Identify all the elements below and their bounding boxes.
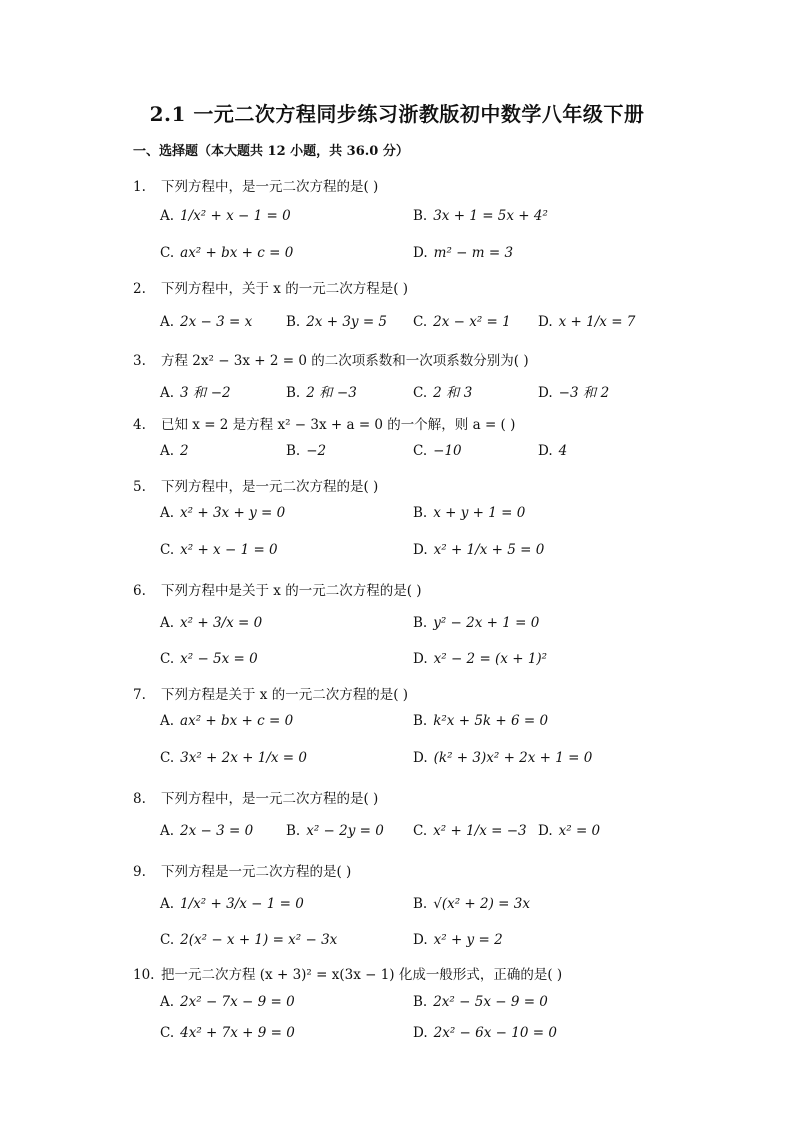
- option-letter: B.: [286, 823, 301, 839]
- option-b[interactable]: [286, 314, 387, 330]
- option-text: 3x + 1 = 5x + 4²: [433, 208, 548, 224]
- question-7: [133, 683, 408, 703]
- option-letter: D.: [538, 314, 553, 330]
- option-text: √(x² + 2) = 3x: [433, 896, 530, 912]
- option-letter: B.: [413, 713, 428, 729]
- option-letter: D.: [413, 932, 428, 948]
- option-c[interactable]: [160, 750, 307, 766]
- option-text: 1/x² + x − 1 = 0: [180, 208, 291, 224]
- question-text: 方程 2x² − 3x + 2 = 0 的二次项系数和一次项系数分别为( ): [161, 353, 529, 369]
- option-letter: D.: [538, 443, 553, 459]
- option-letter: B.: [286, 385, 301, 401]
- option-letter: B.: [413, 994, 428, 1010]
- option-a[interactable]: [160, 314, 252, 330]
- question-2: [133, 277, 408, 297]
- option-text: −10: [433, 443, 462, 459]
- option-text: k²x + 5k + 6 = 0: [433, 713, 549, 729]
- option-text: −2: [306, 443, 327, 459]
- option-text: x² − 2y = 0: [306, 823, 384, 839]
- option-text: x² + 1/x = −3: [433, 823, 527, 839]
- option-c[interactable]: [413, 823, 527, 839]
- option-b[interactable]: [413, 208, 548, 224]
- section-heading: 一、选择题（本大题共 12 小题，共 36.0 分）: [133, 144, 409, 159]
- option-letter: C.: [160, 651, 175, 667]
- option-letter: A.: [160, 314, 175, 330]
- option-c[interactable]: [160, 651, 258, 667]
- option-text: x² + x − 1 = 0: [180, 542, 278, 558]
- option-d[interactable]: [413, 651, 547, 667]
- option-text: 3x² + 2x + 1/x = 0: [180, 750, 307, 766]
- option-text: 2x + 3y = 5: [306, 314, 388, 330]
- page-title: 2.1 一元二次方程同步练习浙教版初中数学八年级下册: [149, 102, 645, 126]
- question-number: 5.: [133, 479, 146, 495]
- option-letter: A.: [160, 443, 175, 459]
- option-a[interactable]: [160, 994, 295, 1010]
- option-letter: B.: [413, 896, 428, 912]
- option-text: y² − 2x + 1 = 0: [433, 615, 540, 631]
- option-letter: A.: [160, 713, 175, 729]
- option-a[interactable]: [160, 381, 231, 401]
- question-number: 3.: [133, 353, 146, 369]
- option-c[interactable]: [413, 381, 472, 401]
- option-a[interactable]: [160, 208, 291, 224]
- question-6: [133, 579, 422, 599]
- option-text: x + y + 1 = 0: [433, 505, 526, 521]
- question-number: 7.: [133, 687, 146, 703]
- option-letter: B.: [413, 208, 428, 224]
- option-d[interactable]: [538, 443, 567, 459]
- question-text: 下列方程是一元二次方程的是( ): [161, 864, 352, 880]
- question-1: [133, 175, 378, 195]
- question-number: 4.: [133, 417, 146, 433]
- option-c[interactable]: [413, 443, 462, 459]
- option-text: 2x − x² = 1: [433, 314, 511, 330]
- option-letter: D.: [413, 750, 428, 766]
- option-b[interactable]: [286, 381, 357, 401]
- option-text: x² + y = 2: [433, 932, 503, 948]
- option-c[interactable]: [160, 542, 278, 558]
- option-letter: A.: [160, 994, 175, 1010]
- option-letter: B.: [286, 314, 301, 330]
- option-letter: C.: [413, 443, 428, 459]
- option-c[interactable]: [413, 314, 511, 330]
- question-text: 把一元二次方程 (x + 3)² = x(3x − 1) 化成一般形式，正确的是( ): [161, 967, 563, 983]
- option-letter: D.: [413, 245, 428, 261]
- option-letter: C.: [160, 932, 175, 948]
- question-text: 下列方程中是关于 x 的一元二次方程的是( ): [161, 583, 422, 599]
- option-text: 2(x² − x + 1) = x² − 3x: [180, 932, 338, 948]
- question-10: [133, 963, 562, 983]
- option-letter: D.: [413, 1025, 428, 1041]
- option-text: ax² + bx + c = 0: [180, 245, 294, 261]
- option-text: x + 1/x = 7: [558, 314, 636, 330]
- option-d[interactable]: [413, 542, 544, 558]
- option-d[interactable]: [413, 932, 503, 948]
- option-b[interactable]: [413, 713, 548, 729]
- option-a[interactable]: [160, 615, 262, 631]
- option-text: x² + 3/x = 0: [180, 615, 263, 631]
- question-9: [133, 860, 351, 880]
- option-letter: A.: [160, 823, 175, 839]
- option-b[interactable]: [413, 896, 530, 912]
- option-letter: A.: [160, 896, 175, 912]
- question-number: 1.: [133, 179, 146, 195]
- question-text: 下列方程中，是一元二次方程的是( ): [161, 791, 379, 807]
- option-a[interactable]: [160, 505, 285, 521]
- option-text: m² − m = 3: [433, 245, 514, 261]
- option-c[interactable]: [160, 1025, 295, 1041]
- question-number: 2.: [133, 281, 146, 297]
- option-text: −3 和 2: [558, 385, 610, 401]
- question-text: 下列方程中，是一元二次方程的是( ): [161, 179, 379, 195]
- option-letter: A.: [160, 505, 175, 521]
- option-letter: A.: [160, 385, 175, 401]
- option-letter: D.: [538, 823, 553, 839]
- option-text: 3 和 −2: [180, 385, 231, 401]
- option-d[interactable]: [413, 750, 592, 766]
- option-letter: D.: [538, 385, 553, 401]
- question-text: 已知 x = 2 是方程 x² − 3x + a = 0 的一个解，则 a = ( ): [161, 417, 516, 433]
- option-letter: C.: [160, 1025, 175, 1041]
- option-text: x² − 2 = (x + 1)²: [433, 651, 548, 667]
- option-text: 2x² − 5x − 9 = 0: [433, 994, 548, 1010]
- question-4: [133, 413, 515, 433]
- option-letter: D.: [413, 651, 428, 667]
- option-text: 2 和 3: [433, 385, 473, 401]
- option-a[interactable]: [160, 896, 304, 912]
- option-c[interactable]: [160, 932, 337, 948]
- option-letter: C.: [413, 823, 428, 839]
- option-letter: C.: [160, 245, 175, 261]
- option-text: 4: [558, 443, 568, 459]
- option-text: 2x² − 7x − 9 = 0: [180, 994, 295, 1010]
- question-number: 9.: [133, 864, 146, 880]
- option-d[interactable]: [413, 1025, 557, 1041]
- question-5: [133, 475, 378, 495]
- question-text: 下列方程中，是一元二次方程的是( ): [161, 479, 379, 495]
- question-number: 8.: [133, 791, 146, 807]
- option-text: x² = 0: [558, 823, 601, 839]
- option-letter: C.: [413, 385, 428, 401]
- option-c[interactable]: [160, 245, 293, 261]
- option-letter: B.: [286, 443, 301, 459]
- option-d[interactable]: [413, 245, 513, 261]
- option-text: 2: [180, 443, 189, 459]
- option-letter: B.: [413, 615, 428, 631]
- option-b[interactable]: [286, 823, 384, 839]
- option-text: ax² + bx + c = 0: [180, 713, 294, 729]
- option-a[interactable]: [160, 713, 293, 729]
- option-text: x² − 5x = 0: [180, 651, 258, 667]
- option-letter: A.: [160, 615, 175, 631]
- option-b[interactable]: [413, 505, 525, 521]
- question-number: 6.: [133, 583, 146, 599]
- option-b[interactable]: [286, 443, 326, 459]
- option-a[interactable]: [160, 823, 253, 839]
- option-text: 2x² − 6x − 10 = 0: [433, 1025, 557, 1041]
- option-text: 1/x² + 3/x − 1 = 0: [180, 896, 304, 912]
- option-d[interactable]: [538, 381, 609, 401]
- option-letter: A.: [160, 208, 175, 224]
- option-b[interactable]: [413, 994, 548, 1010]
- option-letter: D.: [413, 542, 428, 558]
- option-letter: C.: [160, 542, 175, 558]
- option-d[interactable]: [538, 823, 600, 839]
- option-letter: B.: [413, 505, 428, 521]
- option-text: x² + 3x + y = 0: [180, 505, 286, 521]
- question-number: 10.: [133, 967, 155, 983]
- question-text: 下列方程是关于 x 的一元二次方程的是( ): [161, 687, 409, 703]
- option-text: (k² + 3)x² + 2x + 1 = 0: [433, 750, 593, 766]
- option-letter: C.: [160, 750, 175, 766]
- option-text: 2x − 3 = x: [180, 314, 253, 330]
- option-b[interactable]: [413, 615, 539, 631]
- question-text: 下列方程中，关于 x 的一元二次方程是( ): [161, 281, 409, 297]
- option-letter: C.: [413, 314, 428, 330]
- option-a[interactable]: [160, 443, 189, 459]
- option-d[interactable]: [538, 314, 635, 330]
- option-text: 4x² + 7x + 9 = 0: [180, 1025, 295, 1041]
- option-text: x² + 1/x + 5 = 0: [433, 542, 545, 558]
- question-3: [133, 349, 529, 369]
- option-text: 2 和 −3: [306, 385, 357, 401]
- question-8: [133, 787, 378, 807]
- option-text: 2x − 3 = 0: [180, 823, 254, 839]
